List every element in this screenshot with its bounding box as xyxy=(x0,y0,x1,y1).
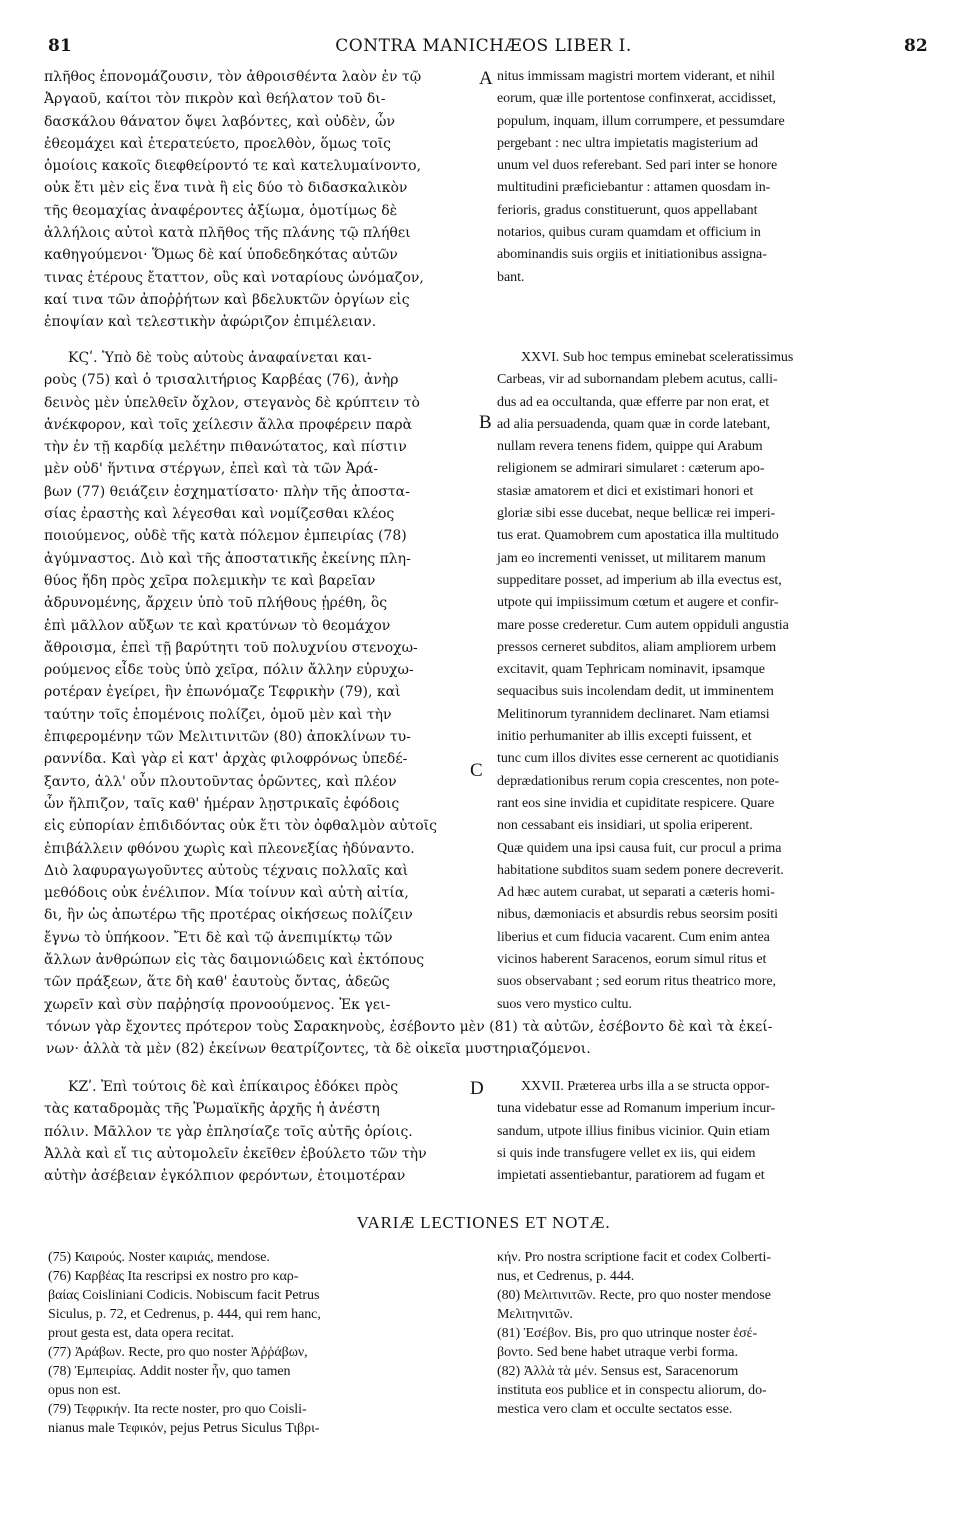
latin-text-line: utpote qui impiissimum cœtum et augere et confir- xyxy=(497,595,779,611)
latin-text-line: eorum, quæ ille portentose confinxerat, accidisset, xyxy=(497,91,776,107)
latin-text-line: dus ad ea occultanda, quæ efferre par non erat, et xyxy=(497,394,770,410)
greek-text-line: ξαντο, ἀλλ' οὖν πλουτοῦντας ὁρῶντες, καὶ πλέον xyxy=(44,773,397,790)
latin-text-line: deprædationibus rerum copia crescentes, non pote- xyxy=(497,773,780,789)
note-line: (76) Καρβέας Ita rescripsi ex nostro pro καρ- xyxy=(48,1269,299,1284)
greek-text-line: βων (77) θειάζειν ἐσχηματίσατο· πλὴν τῆς ἀποστα- xyxy=(44,483,410,500)
latin-text-line: impietati assentiebantur, paratiorem ad fugam et xyxy=(497,1168,765,1184)
greek-text-line: ἐπὶ μᾶλλον αὔξων τε καὶ κρατύνων τὸ θεομάχον xyxy=(44,617,391,634)
latin-text-line: non cessabant eis insidiari, ut spolia eriperent. xyxy=(497,818,753,834)
latin-text-line: abominandis suis orgiis et initiationibus assigna- xyxy=(497,247,767,263)
latin-column-top xyxy=(497,66,929,289)
greek-text-line: εἰς εὐπορίαν ἐπιδιδόντας οὐκ ἔτι τὸν ὀφθαλμὸν αὐτοῖς xyxy=(44,818,437,835)
greek-text-line: ταύτην τοῖς ἑπομένοις πολίζει, ὁμοῦ μὲν καὶ τὴν xyxy=(44,706,392,723)
latin-text-line: ferioris, gradus constituerunt, quos appellabant xyxy=(497,202,758,218)
latin-text-line: sequacibus suis incolendam dedit, ut imminentem xyxy=(497,684,774,700)
greek-text-line: τὰς καταδρομὰς τῆς Ῥωμαϊκῆς ἀρχῆς ἡ ἀνέστη xyxy=(44,1101,380,1118)
greek-text-line: θύος ἤδη πρὸς χεῖρα πολεμικὴν τε καὶ βαρεῖαν xyxy=(44,572,376,589)
greek-text-line: ρούμενος εἶδε τοὺς ὑπὸ χεῖρα, πόλιν ἄλλην εὐρυχω- xyxy=(44,662,414,679)
latin-text-line: bant. xyxy=(497,269,525,285)
greek-text-line: ἐθεομάχει καὶ ἐτερατεύετο, προελθὸν, ὅμως τοῖς xyxy=(44,135,392,152)
latin-text-line: ad alia persuadenda, quam quæ in corde latebant, xyxy=(497,416,771,432)
greek-text-line: καθηγούμενοι· Ὅμως δὲ καί ὑποδεδηκότας αὐτῶν xyxy=(44,247,398,264)
greek-text-line: τόνων γὰρ ἔχοντες πρότερον τοὺς Σαρακηνοὺς, ἐσέβοντο μὲν (81) τὰ αὐτῶν, ἐσέβοντο δὲ καὶ τὰ ἐκεί- xyxy=(46,1019,773,1035)
greek-text-line: χωρεῖν καὶ σὺν παῤῥησίᾳ προνοούμενος. Ἐκ γει- xyxy=(44,996,391,1013)
note-line: opus non est. xyxy=(48,1383,121,1398)
latin-text-line: initio perhumaniter ab illis excepti fuissent, et xyxy=(497,729,752,745)
latin-text-line: populum, inquam, illum corrumpere, et pessumdare xyxy=(497,113,785,129)
latin-text-line: XXVI. Sub hoc tempus eminebat sceleratissimus xyxy=(521,350,794,365)
note-line: nus, et Cedrenus, p. 444. xyxy=(497,1269,635,1284)
greek-text-line: τῆς θεομαχίας ἀναφέροντες ἀξίωμα, ὁμοτίμως δὲ xyxy=(44,202,398,219)
latin-text-line: nullam revera tenens fidem, quippe qui Arabum xyxy=(497,439,763,455)
note-line: (78) Ἐμπειρίας. Addit noster ἦν, quo tamen xyxy=(48,1364,291,1379)
page-number-right: 82 xyxy=(904,36,928,56)
greek-text-line: μὲν οὐδ' ἥντινα στέργων, ἐπεὶ καὶ τὰ τῶν Ἀρά- xyxy=(44,461,379,478)
note-line: (81) Ἐσέβον. Bis, pro quo utrinque noster ἐσέ- xyxy=(497,1326,758,1341)
note-line: prout gesta est, data opera recitat. xyxy=(48,1326,234,1341)
latin-text-line: rant eos sine invidia et cupiditate respicere. Quare xyxy=(497,795,775,811)
latin-text-line: habitatione subditos suam sedem ponere decreverit. xyxy=(497,862,784,878)
greek-text-line: τινας ἑτέρους ἔταττον, οὓς καὶ νοταρίους ὠνόμαζον, xyxy=(44,269,424,286)
note-line: Μελιτηνιτῶν. xyxy=(497,1307,573,1322)
greek-text-line: μεθόδοις οὐκ ἐνέλιπον. Μία τοίνυν καὶ αὐτὴ αἰτία, xyxy=(44,885,409,902)
latin-text-line: tunc cum illos divites esse cernerent ac quotidianis xyxy=(497,751,779,767)
greek-column-top xyxy=(44,66,480,334)
greek-text-line: ἐπιφερομένην τῶν Μελιτινιτῶν (80) ἀποκλίνων τυ- xyxy=(44,729,411,746)
latin-text-line: religionem se admirari simularet : cæterum apo- xyxy=(497,461,765,477)
greek-text-line: τῶν πράξεων, ἅτε δὴ καθ' ἑαυτοὺς ὄντας, ἀδεῶς xyxy=(44,974,390,991)
greek-text-line: ΚΖʹ. Ἐπὶ τούτοις δὲ καὶ ἐπίκαιρος ἐδόκει πρὸς xyxy=(68,1079,399,1095)
latin-text-line: tuna videbatur esse ad Romanum imperium incur- xyxy=(497,1101,776,1117)
greek-text-line: ΚϚʹ. Ὑπὸ δὲ τοὺς αὐτοὺς ἀναφαίνεται και- xyxy=(68,350,372,366)
greek-column-section-27 xyxy=(44,1076,480,1187)
note-line: βαίας Coisliniani Codicis. Nobiscum facit Petrus xyxy=(48,1288,320,1303)
greek-text-line: σίας ἐραστὴς καὶ λέγεσθαι καὶ νομίζεσθαι κλέος xyxy=(44,506,395,523)
latin-text-line: tus erat. Quamobrem cum apostatica illa multitudo xyxy=(497,528,779,544)
greek-text-line: ροτέραν ἐγείρει, ἣν ἐπωνόμαζε Τεφρικὴν (79), καὶ xyxy=(44,684,401,701)
greek-text-line: ἁδρυνομένης, ἄρχειν ὑπὸ τοῦ πλήθους ᾑρέθη, ὃς xyxy=(44,595,388,612)
latin-text-line: sandum, utpote illius finibus vicinior. Quin etiam xyxy=(497,1123,770,1139)
greek-text-line: ἐποψίαν καὶ τελεστικὴν ἀφώριζον ἐπιμέλειαν. xyxy=(44,314,377,331)
latin-text-line: Ad hæc autem curabat, ut separati a cæteris homi- xyxy=(497,885,775,901)
greek-text-line: ἀνέκφορον, καὶ τοῖς χείλεσιν ἄλλα προφέρειν παρὰ xyxy=(44,416,413,433)
greek-column-section-26 xyxy=(44,347,480,1016)
note-line: mestica vero clam et occulte sectatos esse. xyxy=(497,1402,733,1417)
latin-text-line: Carbeas, vir ad subornandam plebem acutus, calli- xyxy=(497,372,778,388)
notes-heading: VARIÆ LECTIONES ET NOTÆ. xyxy=(356,1213,611,1232)
note-line: Siculus, p. 72, et Cedrenus, p. 444, qui rem hanc, xyxy=(48,1307,321,1322)
latin-text-line: pergebant : nec ultra impietatis magisterium ad xyxy=(497,135,758,151)
greek-text-line: ἐπιβάλλειν φθόνου χωρὶς καὶ πλεονεξίας ἠδύναντο. xyxy=(44,840,415,857)
page-header xyxy=(0,0,967,60)
greek-text-line: ἀλλήλοις αὐτοὶ κατὰ πλῆθος τῆς πλάνης τῷ πλήθει xyxy=(44,225,411,242)
notes-left-column xyxy=(48,1248,478,1438)
note-line: (75) Καιρούς. Noster καιριάς, mendose. xyxy=(48,1250,270,1265)
greek-text-line: ροὺς (75) καὶ ὁ τρισαλιτήριος Καρβέας (76), ἀνὴρ xyxy=(44,372,399,389)
latin-text-line: suos observabant ; sed eorum ritus theatrico more, xyxy=(497,974,776,990)
greek-text-line: καί τινα τῶν ἀποῤῥήτων καὶ βδελυκτῶν ὀργίων εἰς xyxy=(44,291,410,308)
margin-letter-c: C xyxy=(470,760,483,781)
latin-text-line: nitus immissam magistri mortem viderant, et nihil xyxy=(497,69,775,84)
note-line: (77) Ἀράβων. Recte, pro quo noster Ἀῤῥάβων, xyxy=(48,1345,308,1360)
note-line: κήν. Pro nostra scriptione facit et codex Colberti- xyxy=(497,1250,771,1265)
greek-text-line: αὐτὴν ἀσέβειαν ἐγκόλπιον φερόντων, ἑτοιμοτέραν xyxy=(44,1168,406,1185)
latin-text-line: excitavit, quam Tephricam nominavit, ipsamque xyxy=(497,662,765,678)
greek-text-line: τὴν ἐν τῇ καρδίᾳ μελέτην πιθανώτατος, καὶ πίστιν xyxy=(44,439,407,456)
greek-text-line: Διὸ λαφυραγωγοῦντες αὐτοὺς τέχναις πολλαῖς καὶ xyxy=(44,862,409,879)
greek-text-line: Ἀργαοῦ, καίτοι τὸν πικρὸν καὶ θεήλατον τοῦ δι- xyxy=(44,91,386,108)
greek-text-line: δασκάλου θάνατον ὄψει λαβόντες, καὶ οὐδὲν, ὧν xyxy=(44,113,395,130)
latin-text-line: liberius et cum fiducia vacarent. Cum enim antea xyxy=(497,929,770,945)
greek-text-line: πλῆθος ἐπονομάζουσιν, τὸν ἀθροισθέντα λαὸν ἐν τῷ xyxy=(44,69,422,85)
greek-full-width xyxy=(46,1016,926,1061)
note-line: βοντο. Sed bene habet utraque verbi forma. xyxy=(497,1345,738,1360)
margin-letter-a: A xyxy=(479,68,493,89)
latin-column-section-27 xyxy=(497,1076,929,1187)
greek-text-line: ραννίδα. Καὶ γὰρ εἰ κατ' ἀρχὰς φιλοφρόνως ὑπεδέ- xyxy=(44,751,408,768)
note-line: (82) Ἀλλὰ τὰ μέν. Sensus est, Saracenorum xyxy=(497,1364,739,1379)
latin-text-line: gloriæ sibi esse ducebat, neque bellicæ rei imperi- xyxy=(497,506,776,522)
greek-text-line: οὐκ ἔτι μὲν εἰς ἕνα τινὰ ἢ εἰς δύο τὸ διδασκαλικὸν xyxy=(44,180,408,197)
latin-column-section-26 xyxy=(497,347,929,1016)
note-line: nianus male Τεφικόν, pejus Petrus Siculus Τιβρι- xyxy=(48,1421,320,1436)
latin-text-line: notarios, quibus curam quamdam et officium in xyxy=(497,225,761,241)
latin-text-line: suos vero mystico cultu. xyxy=(497,996,632,1012)
greek-text-line: δι, ἣν ὡς ἀπωτέρω τῆς προτέρας οἰκήσεως πολίζειν xyxy=(44,907,413,924)
latin-text-line: nibus, dæmoniacis et absurdis rebus seorsim positi xyxy=(497,907,778,923)
note-line: (79) Τεφρικήν. Ita recte noster, pro quo Coisli- xyxy=(48,1402,307,1417)
latin-text-line: vicinos haberent Saracenos, eorum simul ritus et xyxy=(497,952,767,968)
latin-text-line: unum vel duos referebant. Sed pari inter se honore xyxy=(497,158,778,174)
greek-text-line: ἄλλων ἀνθρώπων εἰς τὰς δαιμονιώδεις καὶ ἐκτόπους xyxy=(44,952,425,969)
greek-text-line: ἀγύμναστος. Διὸ καὶ τῆς ἀποστατικῆς ἐκείνης πλη- xyxy=(44,550,411,567)
greek-text-line: νων· ἀλλὰ τὰ μὲν (82) ἐκείνων θεατρίζοντες, τὰ δὲ οἰκεῖα μυστηριαζόμενοι. xyxy=(46,1041,591,1058)
greek-text-line: ποιούμενος, οὐδὲ τῆς κατὰ πόλεμον ἐμπειρίας (78) xyxy=(44,528,407,545)
latin-text-line: pressos cerneret subditos, aliam ampliorem urbem xyxy=(497,639,777,655)
greek-text-line: ὧν ἤλπιζον, ταῖς καθ' ἡμέραν λῃστρικαῖς ἐφόδοις xyxy=(44,795,400,812)
latin-text-line: Melitinorum tyrannidem declinaret. Nam etiamsi xyxy=(497,706,770,722)
latin-text-line: jam eo incrementi venisset, ut militarem manum xyxy=(497,550,766,566)
latin-text-line: mare posse crederetur. Cum autem oppiduli angustia xyxy=(497,617,789,633)
latin-text-line: suppeditare posset, ad imperium ab illa evectus est, xyxy=(497,572,782,588)
greek-text-line: πόλιν. Μᾶλλον τε γὰρ ἐπλησίαζε τοῖς αὐτῆς ὁρίοις. xyxy=(44,1123,413,1140)
greek-text-line: Ἀλλὰ καὶ εἴ τις αὐτομολεῖν ἐκεῖθεν ἐβούλετο τῶν τὴν xyxy=(44,1145,427,1162)
greek-text-line: ὁμοίοις κακοῖς διεφθείροντό τε καὶ κατελυμαίνοντο, xyxy=(44,158,422,175)
notes-right-column xyxy=(497,1248,929,1419)
greek-text-line: ἔγνω τὸ ὑπήκοον. Ἔτι δὲ καὶ τῷ ἀνεπιμίκτῳ τῶν xyxy=(44,929,393,946)
latin-text-line: XXVII. Præterea urbs illa a se structa oppor- xyxy=(521,1079,770,1094)
margin-letter-b: B xyxy=(479,412,492,433)
latin-text-line: si quis inde transfugere vellet ex iis, qui eidem xyxy=(497,1145,756,1161)
greek-text-line: δεινὸς μὲν ὑπελθεῖν ὄχλον, στεγανὸς δὲ κρύπτειν τὸ xyxy=(44,394,420,411)
page-number-left: 81 xyxy=(48,36,72,56)
note-line: instituta eos publice et in conspectu aliorum, do- xyxy=(497,1383,767,1398)
running-title: CONTRA MANICHÆOS LIBER I. xyxy=(335,36,632,56)
latin-text-line: stasiæ amatorem et dici et existimari honori et xyxy=(497,483,754,499)
note-line: (80) Μελιτινιτῶν. Recte, pro quo noster mendose xyxy=(497,1288,771,1303)
greek-text-line: ἄθροισμα, ἐπεὶ τῇ βαρύτητι τοῦ πολυχνίου στενοχω- xyxy=(44,639,418,656)
margin-letter-d: D xyxy=(470,1078,484,1099)
latin-text-line: Quæ quidem una ipsi causa fuit, cur procul a prima xyxy=(497,840,782,856)
latin-text-line: multitudini præficiebantur : attamen quosdam in- xyxy=(497,180,771,196)
